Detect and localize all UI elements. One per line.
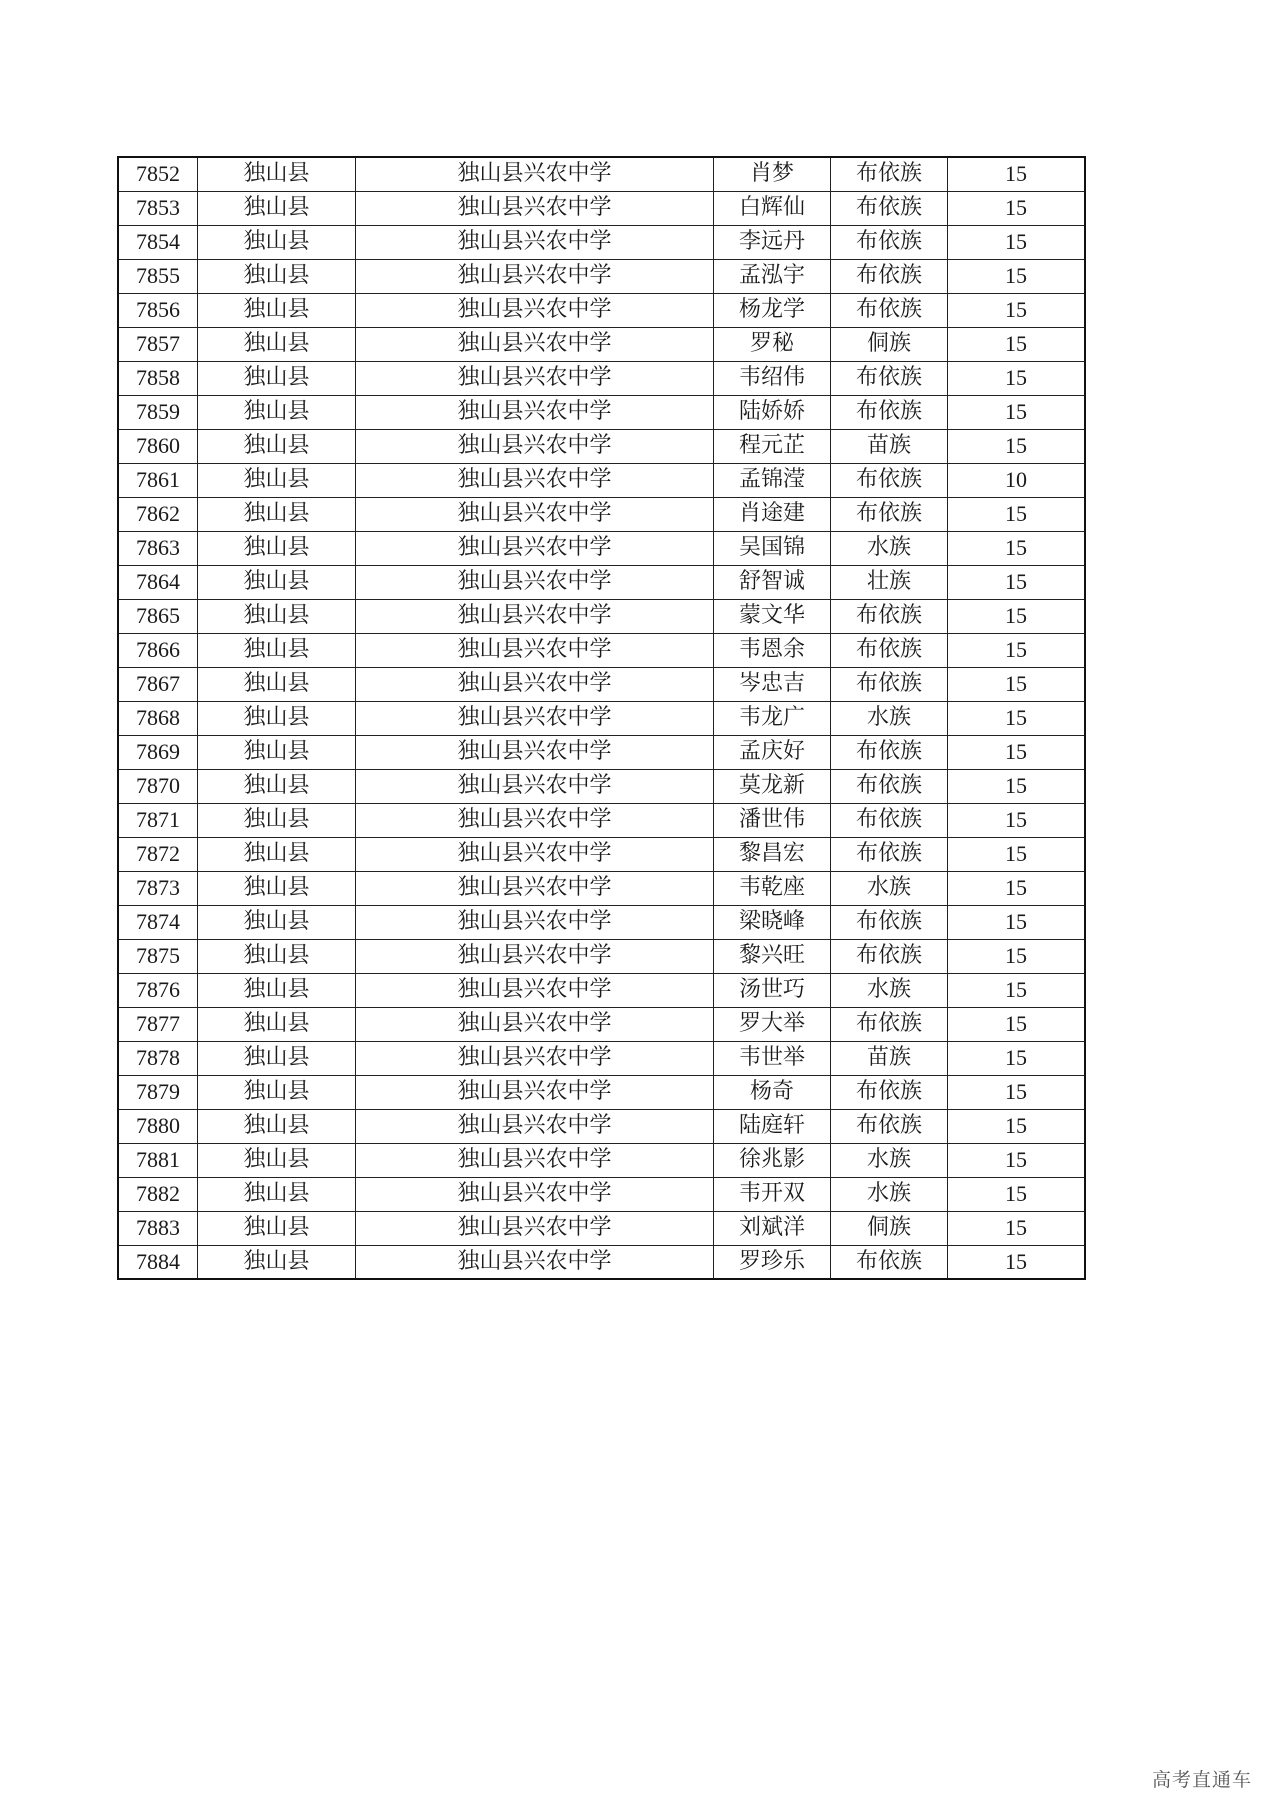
cell-ethnicity: 布依族 [831, 191, 948, 225]
cell-ethnicity: 布依族 [831, 633, 948, 667]
cell-student-name: 罗珍乐 [714, 1245, 831, 1279]
cell-ethnicity: 苗族 [831, 429, 948, 463]
cell-school: 独山县兴农中学 [356, 1245, 714, 1279]
cell-score: 15 [948, 361, 1086, 395]
cell-score: 15 [948, 735, 1086, 769]
cell-score: 15 [948, 259, 1086, 293]
cell-ethnicity: 布依族 [831, 735, 948, 769]
cell-number: 7867 [118, 667, 198, 701]
cell-student-name: 蒙文华 [714, 599, 831, 633]
cell-student-name: 孟泓宇 [714, 259, 831, 293]
table-row [118, 1109, 1085, 1143]
cell-student-name: 潘世伟 [714, 803, 831, 837]
table-row [118, 1177, 1085, 1211]
cell-student-name: 梁晓峰 [714, 905, 831, 939]
cell-number: 7871 [118, 803, 198, 837]
cell-county: 独山县 [198, 973, 356, 1007]
cell-number: 7875 [118, 939, 198, 973]
cell-ethnicity: 布依族 [831, 225, 948, 259]
cell-student-name: 徐兆影 [714, 1143, 831, 1177]
cell-score: 15 [948, 769, 1086, 803]
cell-county: 独山县 [198, 905, 356, 939]
cell-score: 15 [948, 225, 1086, 259]
cell-number: 7874 [118, 905, 198, 939]
cell-student-name: 肖途建 [714, 497, 831, 531]
cell-student-name: 孟庆好 [714, 735, 831, 769]
cell-county: 独山县 [198, 1245, 356, 1279]
cell-student-name: 杨龙学 [714, 293, 831, 327]
cell-score: 15 [948, 667, 1086, 701]
table-row [118, 905, 1085, 939]
cell-number: 7855 [118, 259, 198, 293]
cell-ethnicity: 布依族 [831, 293, 948, 327]
cell-score: 15 [948, 837, 1086, 871]
cell-student-name: 莫龙新 [714, 769, 831, 803]
cell-county: 独山县 [198, 667, 356, 701]
cell-score: 15 [948, 1075, 1086, 1109]
cell-score: 15 [948, 565, 1086, 599]
table-row [118, 1041, 1085, 1075]
cell-score: 15 [948, 1143, 1086, 1177]
cell-county: 独山县 [198, 769, 356, 803]
cell-ethnicity: 布依族 [831, 395, 948, 429]
cell-score: 15 [948, 803, 1086, 837]
cell-county: 独山县 [198, 871, 356, 905]
cell-county: 独山县 [198, 565, 356, 599]
cell-student-name: 韦世举 [714, 1041, 831, 1075]
cell-school: 独山县兴农中学 [356, 701, 714, 735]
cell-ethnicity: 侗族 [831, 1211, 948, 1245]
cell-ethnicity: 布依族 [831, 905, 948, 939]
table-row [118, 259, 1085, 293]
cell-number: 7883 [118, 1211, 198, 1245]
table-row [118, 463, 1085, 497]
cell-school: 独山县兴农中学 [356, 667, 714, 701]
table-row [118, 837, 1085, 871]
cell-student-name: 陆庭轩 [714, 1109, 831, 1143]
cell-county: 独山县 [198, 633, 356, 667]
cell-county: 独山县 [198, 939, 356, 973]
cell-ethnicity: 水族 [831, 701, 948, 735]
cell-county: 独山县 [198, 463, 356, 497]
cell-ethnicity: 布依族 [831, 259, 948, 293]
cell-county: 独山县 [198, 531, 356, 565]
cell-student-name: 罗大举 [714, 1007, 831, 1041]
cell-number: 7865 [118, 599, 198, 633]
cell-ethnicity: 布依族 [831, 1245, 948, 1279]
cell-county: 独山县 [198, 1075, 356, 1109]
cell-number: 7860 [118, 429, 198, 463]
student-list-table [117, 156, 1086, 1280]
cell-number: 7866 [118, 633, 198, 667]
student-list-body [118, 157, 1085, 1279]
cell-school: 独山县兴农中学 [356, 803, 714, 837]
cell-school: 独山县兴农中学 [356, 837, 714, 871]
cell-ethnicity: 布依族 [831, 1075, 948, 1109]
table-row [118, 225, 1085, 259]
cell-student-name: 陆娇娇 [714, 395, 831, 429]
cell-number: 7881 [118, 1143, 198, 1177]
cell-ethnicity: 布依族 [831, 803, 948, 837]
cell-county: 独山县 [198, 599, 356, 633]
cell-score: 15 [948, 395, 1086, 429]
cell-number: 7878 [118, 1041, 198, 1075]
cell-county: 独山县 [198, 361, 356, 395]
watermark: 高考直通车 [1151, 1769, 1252, 1791]
cell-student-name: 岑忠吉 [714, 667, 831, 701]
cell-score: 15 [948, 191, 1086, 225]
cell-number: 7882 [118, 1177, 198, 1211]
cell-school: 独山县兴农中学 [356, 327, 714, 361]
cell-student-name: 肖梦 [714, 157, 831, 191]
cell-school: 独山县兴农中学 [356, 531, 714, 565]
cell-county: 独山县 [198, 1143, 356, 1177]
table-row [118, 769, 1085, 803]
cell-county: 独山县 [198, 701, 356, 735]
cell-school: 独山县兴农中学 [356, 939, 714, 973]
cell-number: 7856 [118, 293, 198, 327]
cell-number: 7852 [118, 157, 198, 191]
cell-school: 独山县兴农中学 [356, 1075, 714, 1109]
cell-score: 15 [948, 1245, 1086, 1279]
cell-number: 7873 [118, 871, 198, 905]
cell-score: 10 [948, 463, 1086, 497]
cell-score: 15 [948, 701, 1086, 735]
cell-score: 15 [948, 1007, 1086, 1041]
cell-school: 独山县兴农中学 [356, 429, 714, 463]
table-row [118, 293, 1085, 327]
cell-school: 独山县兴农中学 [356, 395, 714, 429]
cell-score: 15 [948, 1041, 1086, 1075]
cell-score: 15 [948, 293, 1086, 327]
table-row [118, 599, 1085, 633]
cell-school: 独山县兴农中学 [356, 463, 714, 497]
cell-school: 独山县兴农中学 [356, 191, 714, 225]
cell-student-name: 韦乾座 [714, 871, 831, 905]
table-row [118, 973, 1085, 1007]
cell-number: 7879 [118, 1075, 198, 1109]
table-row [118, 803, 1085, 837]
cell-county: 独山县 [198, 1211, 356, 1245]
cell-county: 独山县 [198, 837, 356, 871]
cell-county: 独山县 [198, 157, 356, 191]
table-row [118, 531, 1085, 565]
cell-score: 15 [948, 973, 1086, 1007]
cell-score: 15 [948, 429, 1086, 463]
table-row [118, 667, 1085, 701]
cell-county: 独山县 [198, 395, 356, 429]
cell-score: 15 [948, 871, 1086, 905]
table-row [118, 939, 1085, 973]
cell-student-name: 李远丹 [714, 225, 831, 259]
cell-number: 7869 [118, 735, 198, 769]
cell-number: 7854 [118, 225, 198, 259]
cell-school: 独山县兴农中学 [356, 1177, 714, 1211]
cell-student-name: 汤世巧 [714, 973, 831, 1007]
cell-ethnicity: 布依族 [831, 1109, 948, 1143]
cell-county: 独山县 [198, 1007, 356, 1041]
table-row [118, 361, 1085, 395]
cell-score: 15 [948, 327, 1086, 361]
cell-student-name: 白辉仙 [714, 191, 831, 225]
cell-school: 独山县兴农中学 [356, 633, 714, 667]
table-row [118, 1143, 1085, 1177]
table-row [118, 395, 1085, 429]
cell-school: 独山县兴农中学 [356, 1041, 714, 1075]
cell-county: 独山县 [198, 1041, 356, 1075]
cell-county: 独山县 [198, 327, 356, 361]
table-row [118, 497, 1085, 531]
cell-ethnicity: 壮族 [831, 565, 948, 599]
cell-ethnicity: 侗族 [831, 327, 948, 361]
cell-number: 7880 [118, 1109, 198, 1143]
cell-number: 7864 [118, 565, 198, 599]
table-row [118, 191, 1085, 225]
cell-student-name: 程元芷 [714, 429, 831, 463]
cell-student-name: 韦龙广 [714, 701, 831, 735]
cell-school: 独山县兴农中学 [356, 1109, 714, 1143]
cell-student-name: 韦恩余 [714, 633, 831, 667]
table-row [118, 633, 1085, 667]
cell-ethnicity: 布依族 [831, 1007, 948, 1041]
cell-number: 7861 [118, 463, 198, 497]
cell-number: 7870 [118, 769, 198, 803]
cell-school: 独山县兴农中学 [356, 1007, 714, 1041]
cell-student-name: 黎昌宏 [714, 837, 831, 871]
cell-county: 独山县 [198, 803, 356, 837]
cell-school: 独山县兴农中学 [356, 225, 714, 259]
cell-score: 15 [948, 633, 1086, 667]
cell-school: 独山县兴农中学 [356, 293, 714, 327]
table-row [118, 701, 1085, 735]
cell-ethnicity: 水族 [831, 1177, 948, 1211]
cell-number: 7884 [118, 1245, 198, 1279]
cell-ethnicity: 水族 [831, 1143, 948, 1177]
cell-county: 独山县 [198, 735, 356, 769]
table-row [118, 735, 1085, 769]
cell-school: 独山县兴农中学 [356, 871, 714, 905]
table-row [118, 157, 1085, 191]
cell-school: 独山县兴农中学 [356, 735, 714, 769]
cell-school: 独山县兴农中学 [356, 1143, 714, 1177]
cell-school: 独山县兴农中学 [356, 599, 714, 633]
cell-student-name: 杨奇 [714, 1075, 831, 1109]
cell-ethnicity: 布依族 [831, 837, 948, 871]
cell-school: 独山县兴农中学 [356, 157, 714, 191]
cell-score: 15 [948, 1177, 1086, 1211]
cell-score: 15 [948, 1109, 1086, 1143]
cell-county: 独山县 [198, 259, 356, 293]
cell-ethnicity: 苗族 [831, 1041, 948, 1075]
cell-school: 独山县兴农中学 [356, 259, 714, 293]
cell-school: 独山县兴农中学 [356, 565, 714, 599]
cell-number: 7872 [118, 837, 198, 871]
cell-ethnicity: 水族 [831, 973, 948, 1007]
cell-score: 15 [948, 1211, 1086, 1245]
cell-student-name: 韦绍伟 [714, 361, 831, 395]
cell-number: 7858 [118, 361, 198, 395]
cell-school: 独山县兴农中学 [356, 497, 714, 531]
cell-score: 15 [948, 497, 1086, 531]
cell-county: 独山县 [198, 225, 356, 259]
cell-ethnicity: 布依族 [831, 361, 948, 395]
cell-student-name: 孟锦滢 [714, 463, 831, 497]
cell-ethnicity: 布依族 [831, 667, 948, 701]
cell-number: 7857 [118, 327, 198, 361]
cell-school: 独山县兴农中学 [356, 361, 714, 395]
cell-county: 独山县 [198, 191, 356, 225]
cell-ethnicity: 布依族 [831, 939, 948, 973]
table-row [118, 1245, 1085, 1279]
cell-school: 独山县兴农中学 [356, 1211, 714, 1245]
table-row [118, 429, 1085, 463]
cell-ethnicity: 布依族 [831, 463, 948, 497]
cell-school: 独山县兴农中学 [356, 973, 714, 1007]
cell-score: 15 [948, 939, 1086, 973]
cell-county: 独山县 [198, 429, 356, 463]
table-row [118, 1211, 1085, 1245]
cell-student-name: 刘斌洋 [714, 1211, 831, 1245]
cell-number: 7859 [118, 395, 198, 429]
cell-county: 独山县 [198, 1177, 356, 1211]
table-row [118, 871, 1085, 905]
cell-school: 独山县兴农中学 [356, 905, 714, 939]
cell-student-name: 韦开双 [714, 1177, 831, 1211]
cell-number: 7877 [118, 1007, 198, 1041]
cell-ethnicity: 布依族 [831, 157, 948, 191]
table-row [118, 327, 1085, 361]
cell-number: 7863 [118, 531, 198, 565]
cell-student-name: 罗秘 [714, 327, 831, 361]
cell-county: 独山县 [198, 293, 356, 327]
cell-number: 7862 [118, 497, 198, 531]
cell-ethnicity: 布依族 [831, 497, 948, 531]
cell-ethnicity: 布依族 [831, 769, 948, 803]
cell-score: 15 [948, 531, 1086, 565]
cell-student-name: 舒智诚 [714, 565, 831, 599]
cell-ethnicity: 布依族 [831, 599, 948, 633]
cell-student-name: 吴国锦 [714, 531, 831, 565]
cell-number: 7868 [118, 701, 198, 735]
cell-score: 15 [948, 599, 1086, 633]
cell-ethnicity: 水族 [831, 531, 948, 565]
cell-number: 7876 [118, 973, 198, 1007]
cell-ethnicity: 水族 [831, 871, 948, 905]
table-row [118, 1007, 1085, 1041]
table-row [118, 1075, 1085, 1109]
cell-county: 独山县 [198, 1109, 356, 1143]
cell-county: 独山县 [198, 497, 356, 531]
cell-student-name: 黎兴旺 [714, 939, 831, 973]
cell-score: 15 [948, 905, 1086, 939]
cell-score: 15 [948, 157, 1086, 191]
table-row [118, 565, 1085, 599]
cell-number: 7853 [118, 191, 198, 225]
cell-school: 独山县兴农中学 [356, 769, 714, 803]
